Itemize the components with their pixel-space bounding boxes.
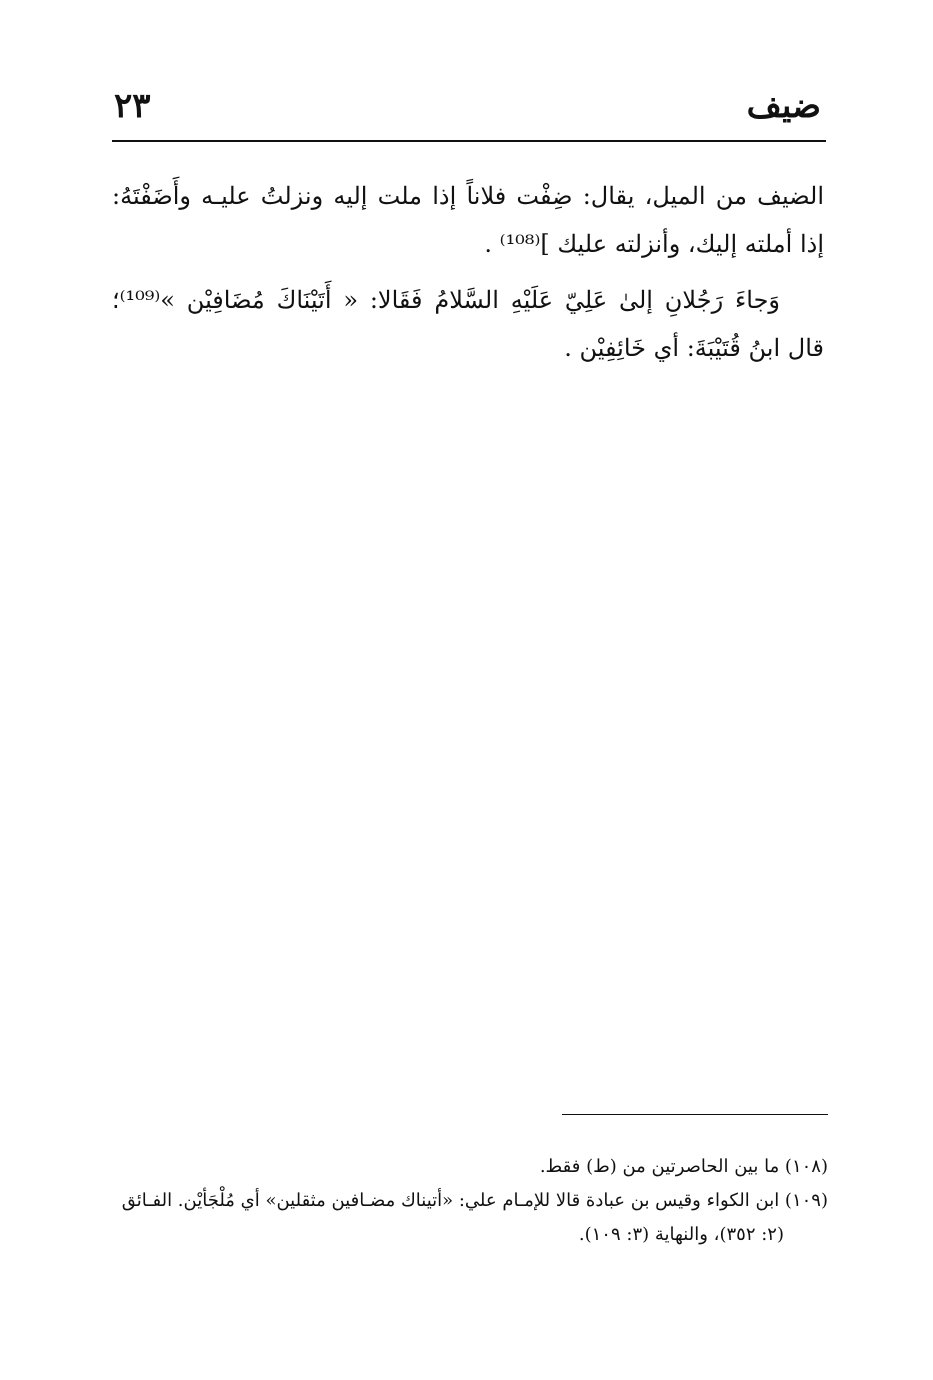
page-number: ٢٣ <box>114 86 151 126</box>
paragraph-2 <box>112 276 824 372</box>
footnote-separator <box>562 1114 828 1115</box>
footnote-109-line-1: (١٠٩) ابن الكواء وقيس بن عبادة قالا للإمـام علي: «أتيناك مضـافين مثقلين» أي مُلْجَأيْن. الفـائق <box>121 1190 828 1211</box>
running-header-title: ضيف <box>746 86 821 126</box>
paragraph-1-line-2: أملته إليك، وأنزلته عليك ]⁽¹⁰⁸⁾ . <box>484 230 793 258</box>
paragraph-2-line-2: ابنُ قُتَيْبَةَ: أي خَائِفِيْن . <box>564 334 781 362</box>
main-text <box>112 172 824 380</box>
paragraph-1-line-1: الضيف من الميل، يقال: ضِفْت فلاناً إذا ملت إليه ونزلتُ عليـه وأَضَفْتَهُ: إذا <box>112 182 825 258</box>
paragraph-2-line-1: وَجاءَ رَجُلانِ إلىٰ عَلِيّ عَلَيْهِ السَّلامُ فَقَالا: « أَتَيْنَاكَ مُضَافِيْن »⁽¹⁰⁹⁾؛ قال <box>112 286 824 362</box>
footnote-109-line-2: (٢: ٣٥٢)، والنهاية (٣: ١٠٩). <box>578 1224 784 1245</box>
header-rule <box>112 140 826 142</box>
paragraph-1 <box>112 172 824 268</box>
footnote-108: (١٠٨) ما بين الحاصرتين من (ط) فقط. <box>539 1156 828 1177</box>
footnotes <box>112 1152 828 1254</box>
